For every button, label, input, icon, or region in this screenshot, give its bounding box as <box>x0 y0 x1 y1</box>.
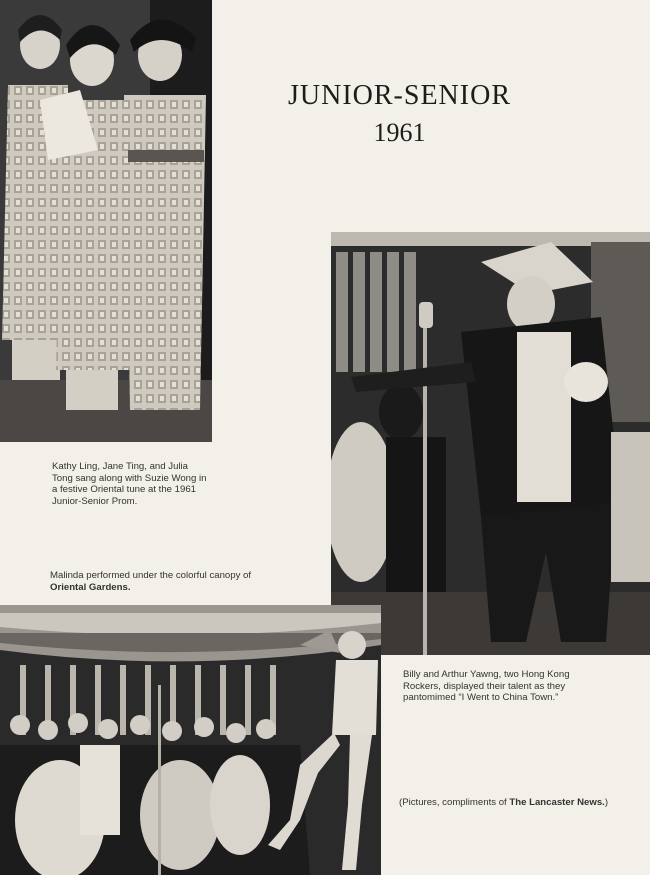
caption-malinda-bold: Oriental Gardens. <box>50 581 131 593</box>
caption-malinda <box>50 570 280 593</box>
caption-credit-end: ) <box>604 797 609 808</box>
caption-credit <box>399 797 619 809</box>
caption-malinda-text: Malinda performed under the colorful canopy of <box>50 570 252 581</box>
photo-singers <box>0 0 212 442</box>
caption-credit-bold: The Lancaster News. <box>509 797 605 808</box>
singers-photo-art <box>0 0 212 442</box>
dancer-photo-art <box>0 605 381 875</box>
caption-credit-text: (Pictures, compliments of <box>399 797 510 808</box>
caption-rockers: Billy and Arthur Yawng, two Hong Kong Rockers, displayed their talent as they pantomimed “I Went to China Town.” <box>403 669 570 703</box>
page-year: 1961 <box>373 118 426 147</box>
rockers-photo-art <box>331 232 650 655</box>
photo-dancer <box>0 605 381 875</box>
page-title: JUNIOR-SENIOR <box>288 80 511 111</box>
photo-rockers <box>331 232 650 655</box>
caption-singers: Kathy Ling, Jane Ting, and Julia Tong sang along with Suzie Wong in a festive Oriental tune at the 1961 Junior-Senior Prom. <box>52 461 207 507</box>
